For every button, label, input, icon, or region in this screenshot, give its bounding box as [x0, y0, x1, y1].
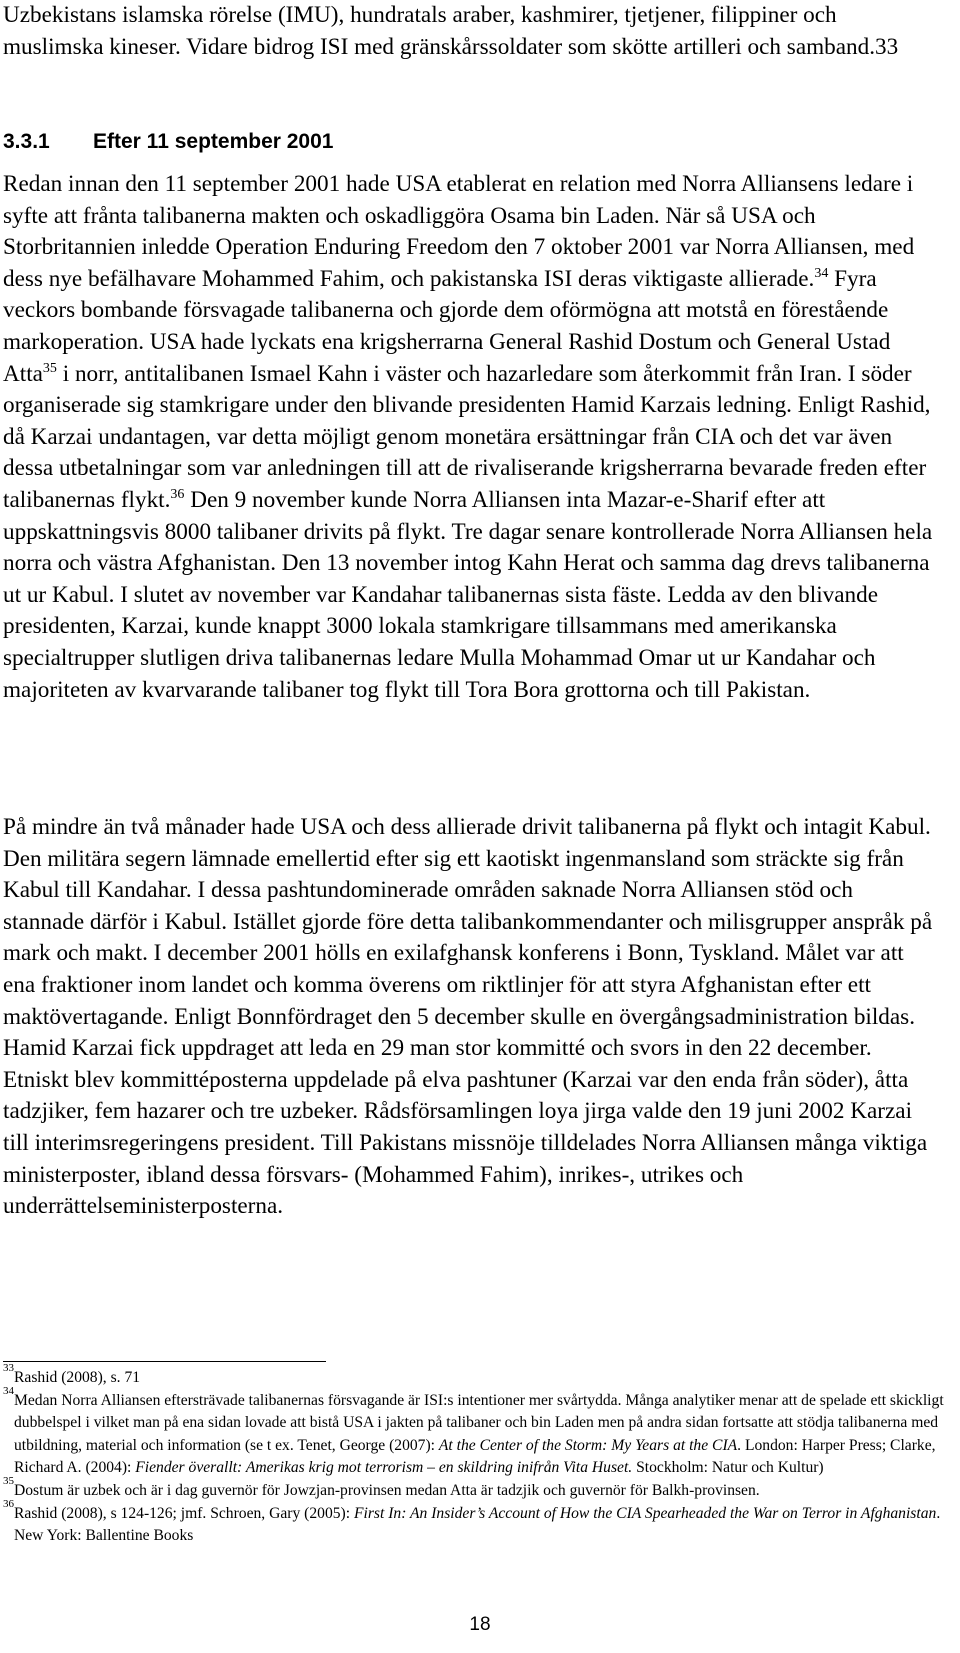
paragraph-1-text-d: Den 9 november kunde Norra Alliansen inta Mazar-e-Sharif efter att uppskattningsvis 8000 talibaner drivits på flykt. Tre dagar senare kontrollerade Norra Alliansen hela norra och västra Afghanistan. Den 13 november intog Kahn Herat och samma dag drevs talibanerna ut ur Kabul. I slutet av november var Kandahar talibanernas sista fäste. Ledda av den blivande presidenten, Karzai, kunde knappt 3000 lokala stamkrigare tillsammans med amerikanska specialtrupper slutligen driva talibanernas ledare Mulla Mohammad Omar ut ur Kandahar och majoriteten av kvarvarande talibaner tog flykt till Tora Bora grottorna och till Pakistan. [3, 486, 933, 703]
footnote-text: Rashid (2008), s. 71 [14, 1369, 141, 1386]
page-number: 18 [469, 1614, 491, 1635]
footnote-36 [3, 1497, 951, 1548]
footnote-ref-36[interactable]: 36 [170, 486, 185, 502]
body-paragraph-1 [3, 169, 938, 706]
footnote-text: Stockholm: Natur och Kultur) [632, 1459, 824, 1477]
paragraph-1-text-a: Redan innan den 11 september 2001 hade USA etablerat en relation med Norra Alliansens ledare i syfte att frånta talibanerna makten och oskadliggöra Osama bin Laden. När så USA och Storbritannien inledde Operation Enduring Freedom den 7 oktober 2001 var Norra Alliansen, med dess nye befälhavare Mohammed Fahim, och pakistanska ISI deras viktigaste allierade. [3, 171, 915, 292]
footnote-35 [3, 1474, 951, 1503]
footnote-text: . London: Harper Press; Clarke, Richard A. (2004): [14, 1436, 936, 1477]
footnote-number: 34 [3, 1384, 14, 1397]
paragraph-1-text-b: Fyra veckors bombande försvagade talibanerna och gjorde dem oförmögna att motstå en förestående markoperation. USA hade lyckats ena krigsherrarna General Rashid Dostum och General Ustad Atta [3, 265, 891, 387]
footnote-number: 36 [3, 1497, 14, 1510]
footnote-text: Medan Norra Alliansen eftersträvade talibanernas försvagande är ISI:s intentioner mer svårtydda. Många analytiker menar att de spelade ett skickligt dubbelspel i vilket man på ena sidan lovade att bistå USA i jakten på talibaner och bin Laden men på andra sidan fortsatte att stödja talibanerna med utbildning, material och information (se t ex. Tenet, George (2007): [14, 1391, 944, 1454]
footnote-ref-35[interactable]: 35 [42, 360, 57, 376]
footnote-separator [3, 1361, 326, 1362]
footnote-text: Dostum är uzbek och är i dag guvernör för Jowzjan-provinsen medan Atta är tadzjik och guvernör för Balkh-provinsen. [14, 1481, 760, 1499]
body-paragraph-2: På mindre än två månader hade USA och dess allierade drivit talibanerna på flykt och intagit Kabul. Den militära segern lämnade emellertid efter sig ett kaotiskt ingenmansland som sträckte sig från Kabul till Kandahar. I dessa pashtundominerade områden saknade Norra Alliansen stöd och stannade därför i Kabul. Istället gjorde före detta talibankommendanter och milisgrupper anspråk på mark och makt. I december 2001 hölls en exilafghansk konferens i Bonn, Tyskland. Målet var att ena fraktioner inom landet och komma överens om riktlinjer för att styra Afghanistan efter ett maktövertagande. Enligt Bonnfördraget den 5 december skulle en övergångsadministration bildas. Hamid Karzai fick uppdraget att leda en 29 man stor kommitté och svors in den 22 december. Etniskt blev kommittéposterna uppdelade på elva pashtuner (Karzai var den enda från söder), åtta tadzjiker, fem hazarer och tre uzbeker. Rådsförsamlingen loya jirga valde den 19 juni 2002 Karzai till interimsregeringens president. Till Pakistans missnöje tilldelades Norra Alliansen många viktiga ministerposter, ibland dessa försvars- (Mohammed Fahim), inrikes-, utrikes och underrättelseministerposterna. [3, 814, 933, 1220]
footnote-number: 35 [3, 1474, 14, 1487]
footnote-text: . New York: Ballentine Books [14, 1504, 941, 1545]
footnotes-section [3, 1362, 951, 1548]
intro-paragraph: Uzbekistans islamska rörelse (IMU), hundratals araber, kashmirer, tjetjener, filippiner och muslimska kineser. Vidare bidrog ISI med gränskårssoldater som skötte artilleri och samband.33 [3, 2, 899, 60]
section-title: Efter 11 september 2001 [93, 130, 334, 153]
footnote-book-title: Fiender överallt: Amerikas krig mot terrorism – en skildring inifrån Vita Huset. [135, 1459, 633, 1477]
footnote-number: 33 [3, 1362, 14, 1374]
section-heading [3, 127, 333, 157]
footnote-33 [3, 1362, 951, 1390]
paragraph-1-text-c: i norr, antitalibanen Ismael Kahn i väster och hazarledare som återkommit från Iran. I söder organiserade sig stamkrigare under den blivande presidenten Hamid Karzais ledning. Enligt Rashid, då Karzai undantagen, var detta möjligt genom monetära ersättningar från CIA och det var även dessa utbetalningar som var anledningen till att de rivaliserande krigsherrarna bevarade freden efter talibanernas flykt. [3, 360, 931, 513]
footnote-34 [3, 1384, 951, 1480]
footnote-text: Rashid (2008), s 124-126; jmf. Schroen, Gary (2005): [14, 1504, 354, 1522]
footnote-book-title: At the Center of the Storm: My Years at the CIA [438, 1436, 738, 1454]
section-number: 3.3.1 [3, 130, 50, 153]
footnote-book-title: First In: An Insider’s Account of How the CIA Spearheaded the War on Terror in Afghanistan [353, 1504, 937, 1522]
footnote-ref-34[interactable]: 34 [814, 265, 829, 281]
